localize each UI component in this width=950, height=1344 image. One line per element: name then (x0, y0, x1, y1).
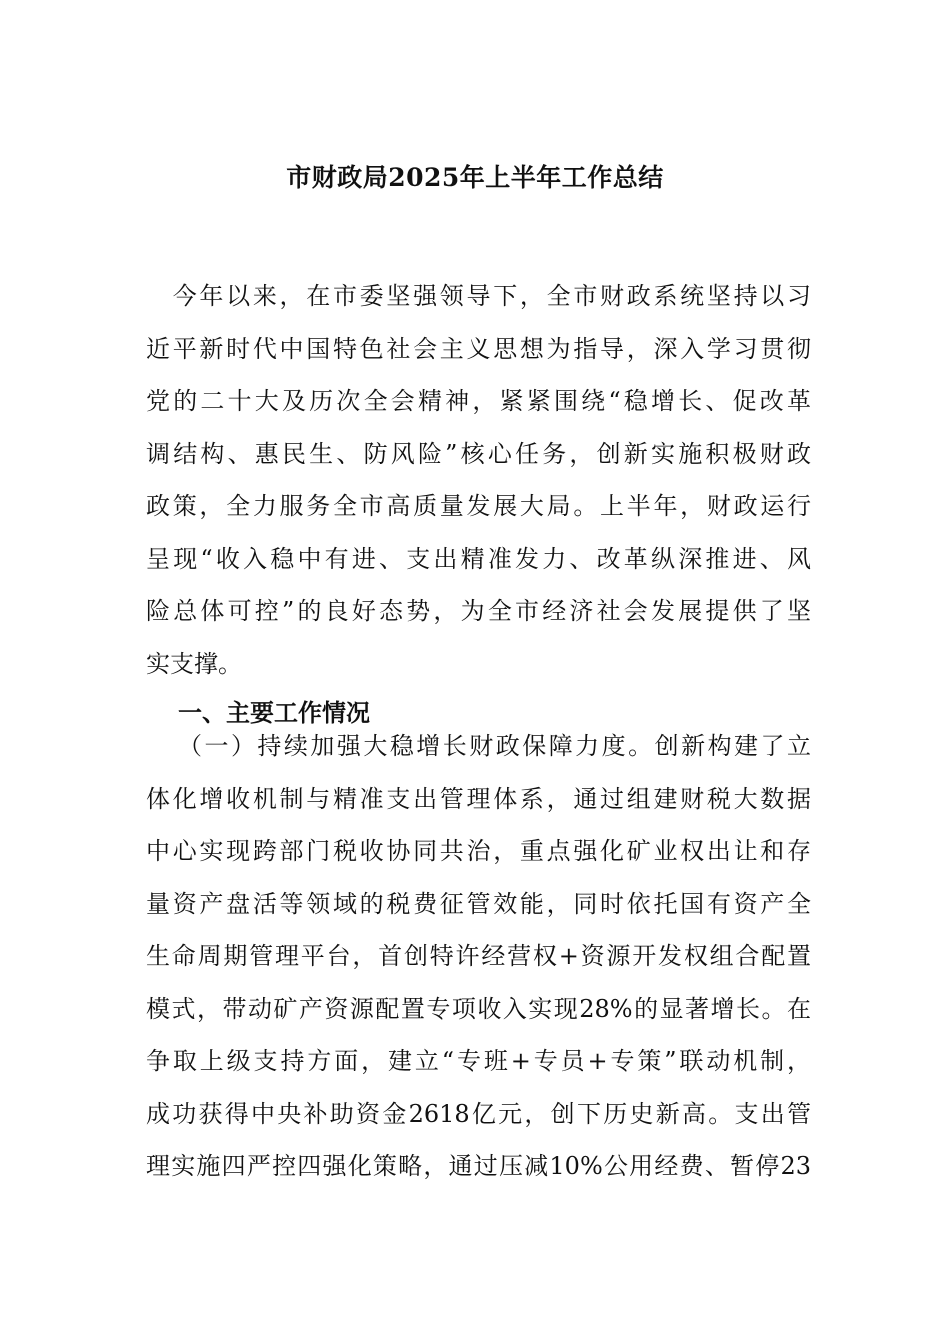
intro-paragraph (146, 270, 811, 690)
paragraph-line: 调结构、惠民生、防风险”核心任务，创新实施积极财政 (146, 439, 811, 468)
paragraph-line: 体化增收机制与精准支出管理体系，通过组建财税大数据 (146, 784, 811, 813)
section1-paragraph (146, 720, 811, 1193)
paragraph-line: 成功获得中央补助资金2618亿元，创下历史新高。支出管 (146, 1099, 811, 1128)
paragraph-line: 党的二十大及历次全会精神，紧紧围绕“稳增长、促改革 (146, 387, 811, 415)
document-title: 市财政局2025年上半年工作总结 (286, 163, 664, 192)
paragraph-line: 近平新时代中国特色社会主义思想为指导，深入学习贯彻 (146, 334, 811, 363)
section-heading: 一、主要工作情况 (178, 698, 370, 727)
paragraph-line: 中心实现跨部门税收协同共治，重点强化矿业权出让和存 (146, 837, 811, 865)
paragraph-line: 量资产盘活等领域的税费征管效能，同时依托国有资产全 (146, 889, 811, 918)
paragraph-line: 理实施四严控四强化策略，通过压减10%公用经费、暂停23 (146, 1152, 811, 1180)
paragraph-line: 今年以来，在市委坚强领导下，全市财政系统坚持以习 (146, 282, 811, 310)
paragraph-line: 险总体可控”的良好态势，为全市经济社会发展提供了坚 (146, 597, 811, 625)
paragraph-line: 实支撑。 (146, 649, 242, 678)
paragraph-line: 呈现“收入稳中有进、支出精准发力、改革纵深推进、风 (146, 544, 811, 573)
paragraph-line: 政策，全力服务全市高质量发展大局。上半年，财政运行 (146, 492, 811, 520)
paragraph-line: （一）持续加强大稳增长财政保障力度。创新构建了立 (178, 732, 811, 760)
paragraph-line: 争取上级支持方面，建立“专班+专员+专策”联动机制， (146, 1047, 811, 1075)
paragraph-line: 模式，带动矿产资源配置专项收入实现28%的显著增长。在 (146, 994, 811, 1023)
paragraph-line: 生命周期管理平台，首创特许经营权+资源开发权组合配置 (146, 942, 811, 970)
